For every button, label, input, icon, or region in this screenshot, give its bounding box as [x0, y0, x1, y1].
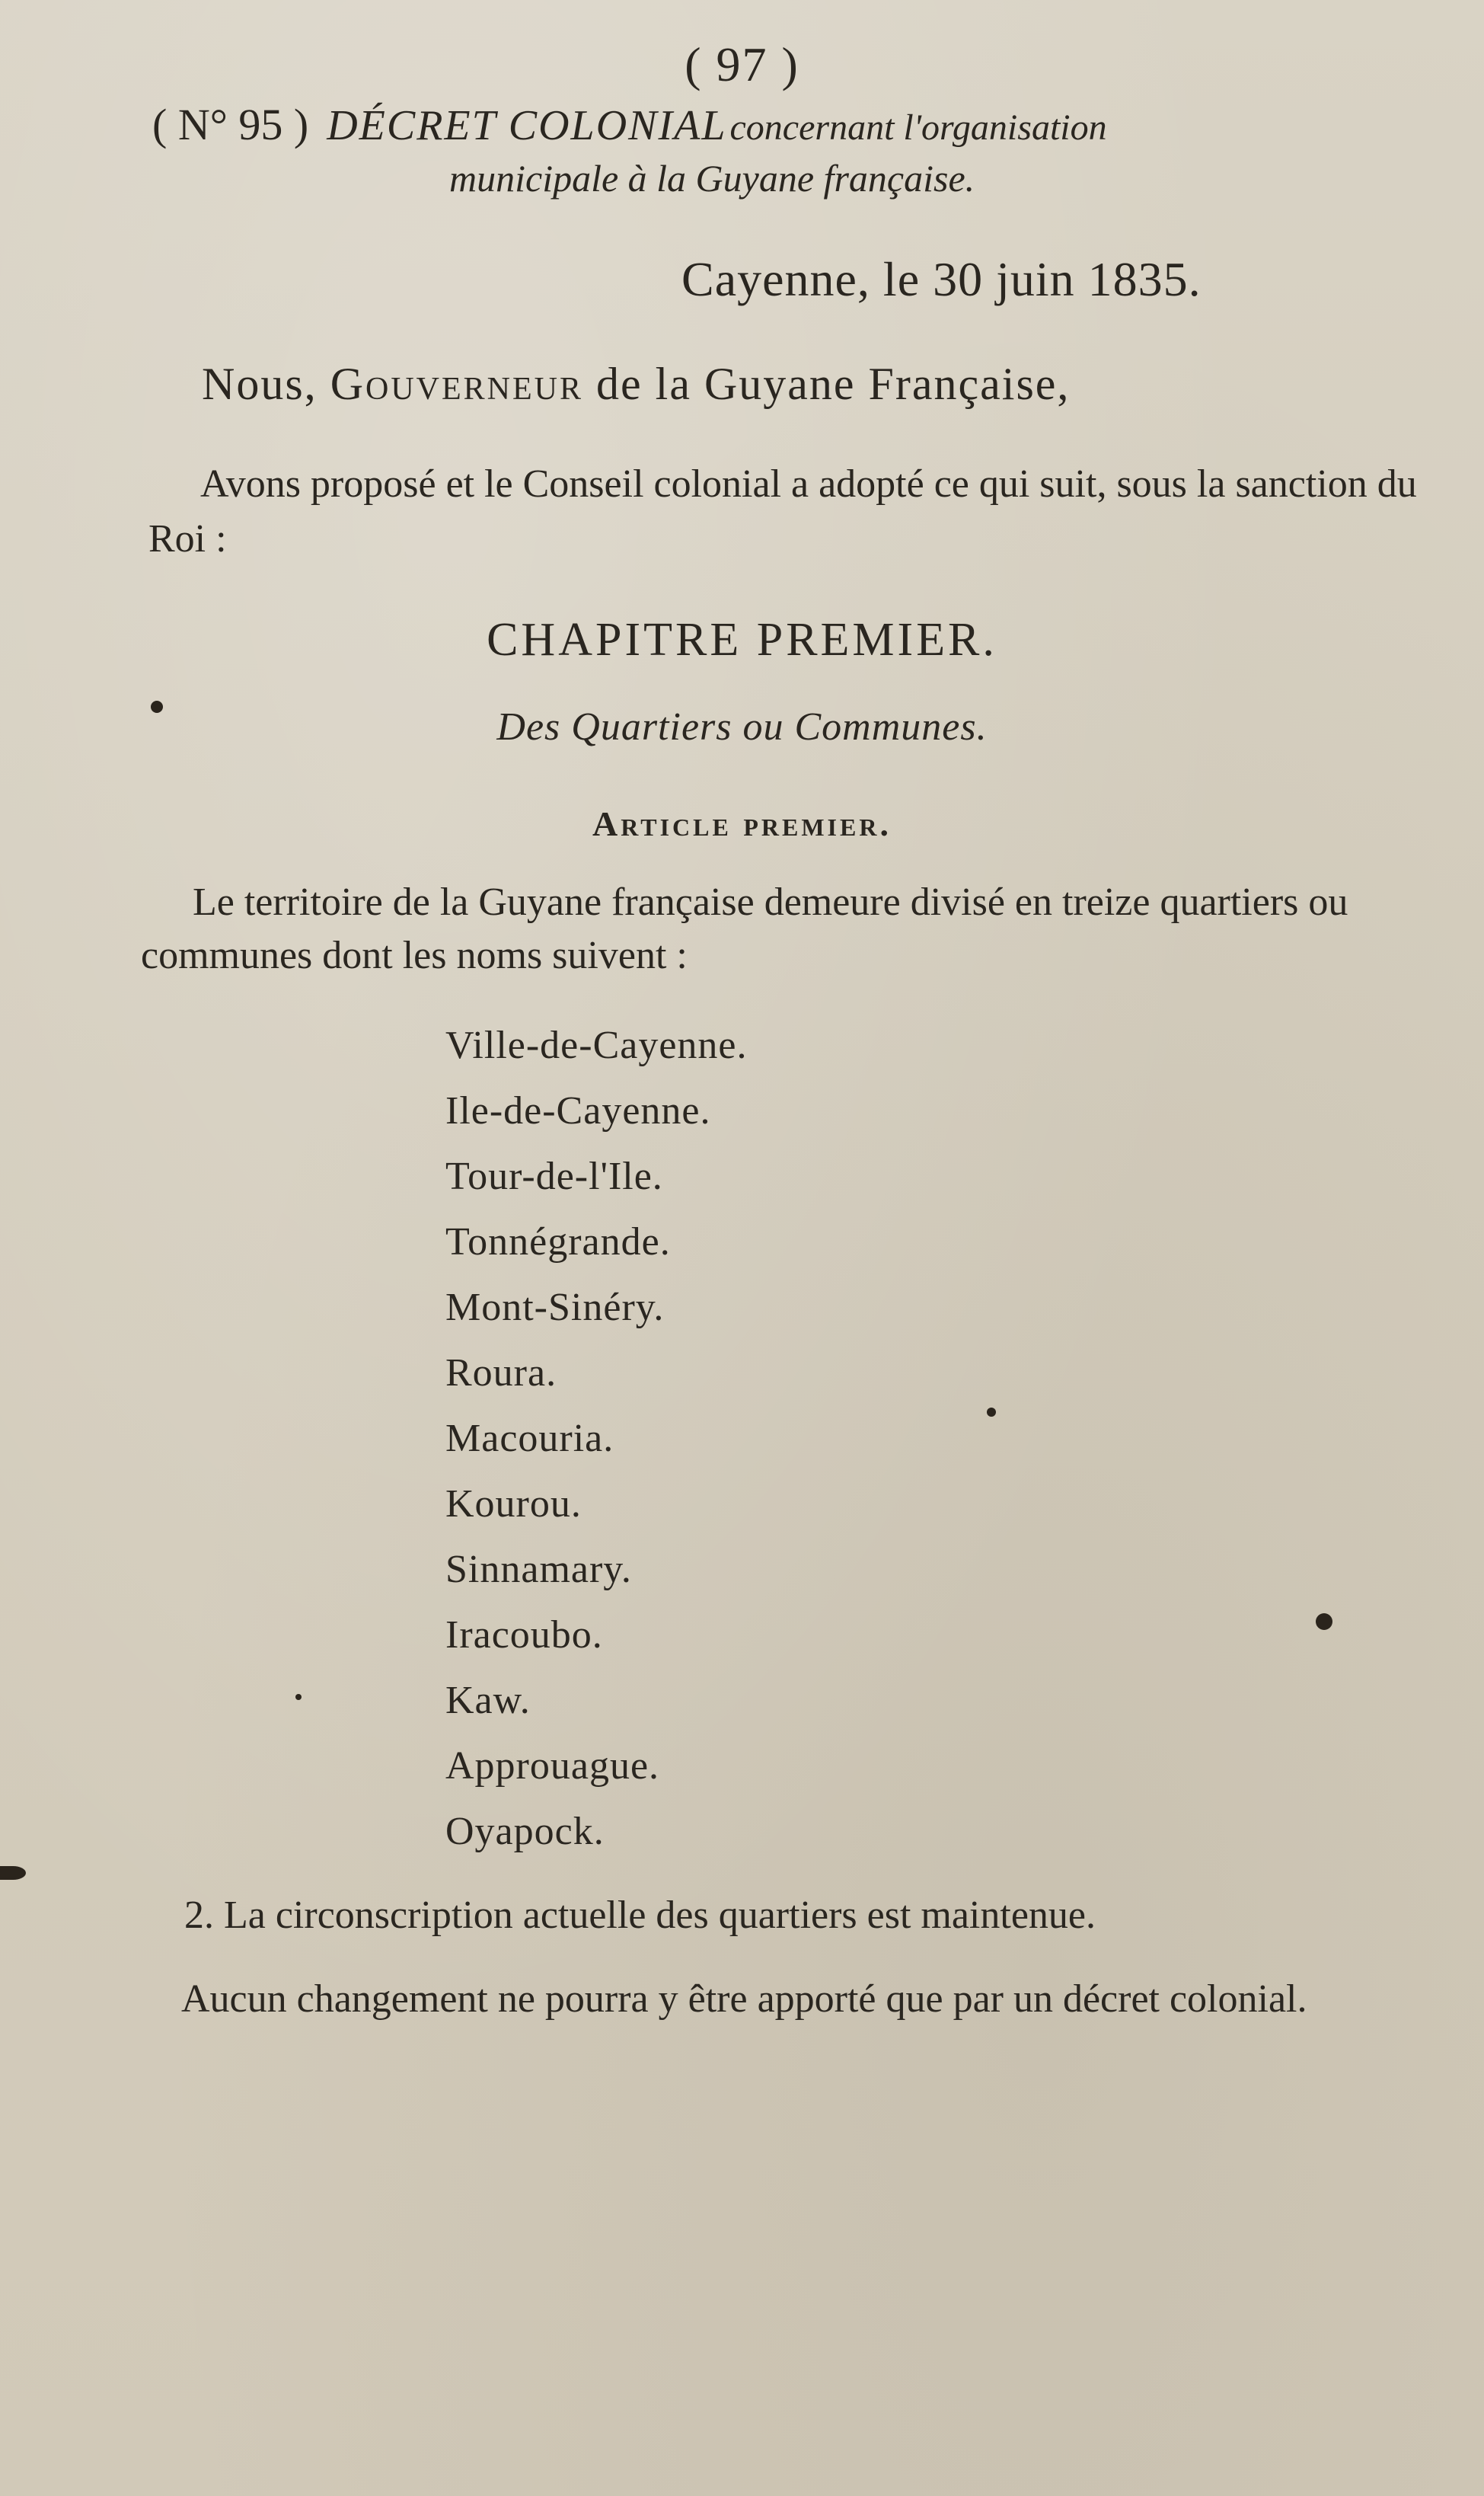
preamble-rest: de la Guyane Française, [596, 359, 1071, 409]
date-line: Cayenne, le 30 juin 1835. [681, 252, 1202, 306]
chapter-subtitle: Des Quartiers ou Communes. [496, 705, 988, 749]
article-1-text: Le territoire de la Guyane française demeure divisé en treize quartiers ou communes dont les noms suivent : [141, 880, 1348, 977]
decree-title: DÉCRET COLONIAL [327, 102, 727, 149]
commune-item: Kaw. [445, 1679, 531, 1722]
preamble-nous-word: Nous, [202, 359, 318, 409]
commune-item: Kourou. [445, 1482, 582, 1526]
decree-header [152, 99, 1462, 200]
decree-number: ( N° 95 ) [152, 100, 309, 149]
communes-list [445, 1013, 748, 1865]
preamble-nous [202, 358, 1070, 411]
paper-speck [1316, 1613, 1332, 1630]
page-number: ( 97 ) [685, 37, 799, 91]
decree-title-line2: municipale à la Guyane française. [449, 157, 975, 200]
commune-item: Ile-de-Cayenne. [445, 1089, 711, 1133]
preamble-gouverneur: Gouverneur [330, 359, 584, 409]
paper-speck [987, 1408, 996, 1417]
commune-item: Mont-Sinéry. [445, 1286, 665, 1329]
commune-item: Ville-de-Cayenne. [445, 1024, 748, 1067]
commune-item: Tonnégrande. [445, 1220, 671, 1264]
commune-item: Tour-de-l'Ile. [445, 1155, 663, 1198]
preamble-avons: Avons proposé et le Conseil colonial a adopté ce qui suit, sous la sanction du Roi : [148, 462, 1417, 561]
article-2-text: 2. La circonscription actuelle des quartiers est maintenue. [184, 1894, 1096, 1937]
commune-item: Roura. [445, 1351, 557, 1395]
paper-speck [151, 701, 163, 713]
commune-item: Macouria. [445, 1417, 614, 1460]
commune-item: Iracoubo. [445, 1613, 603, 1657]
chapter-title: CHAPITRE PREMIER. [487, 614, 997, 666]
commune-item: Sinnamary. [445, 1548, 632, 1591]
paper-speck [0, 1866, 26, 1880]
article-1-title: Article premier. [592, 804, 892, 843]
paper-speck [295, 1694, 302, 1700]
commune-item: Oyapock. [445, 1810, 605, 1853]
decree-concerning: concernant l'organisation [729, 107, 1107, 148]
commune-item: Approuague. [445, 1744, 660, 1788]
article-2-continuation: Aucun changement ne pourra y être apporté que par un décret colonial. [181, 1977, 1307, 2021]
